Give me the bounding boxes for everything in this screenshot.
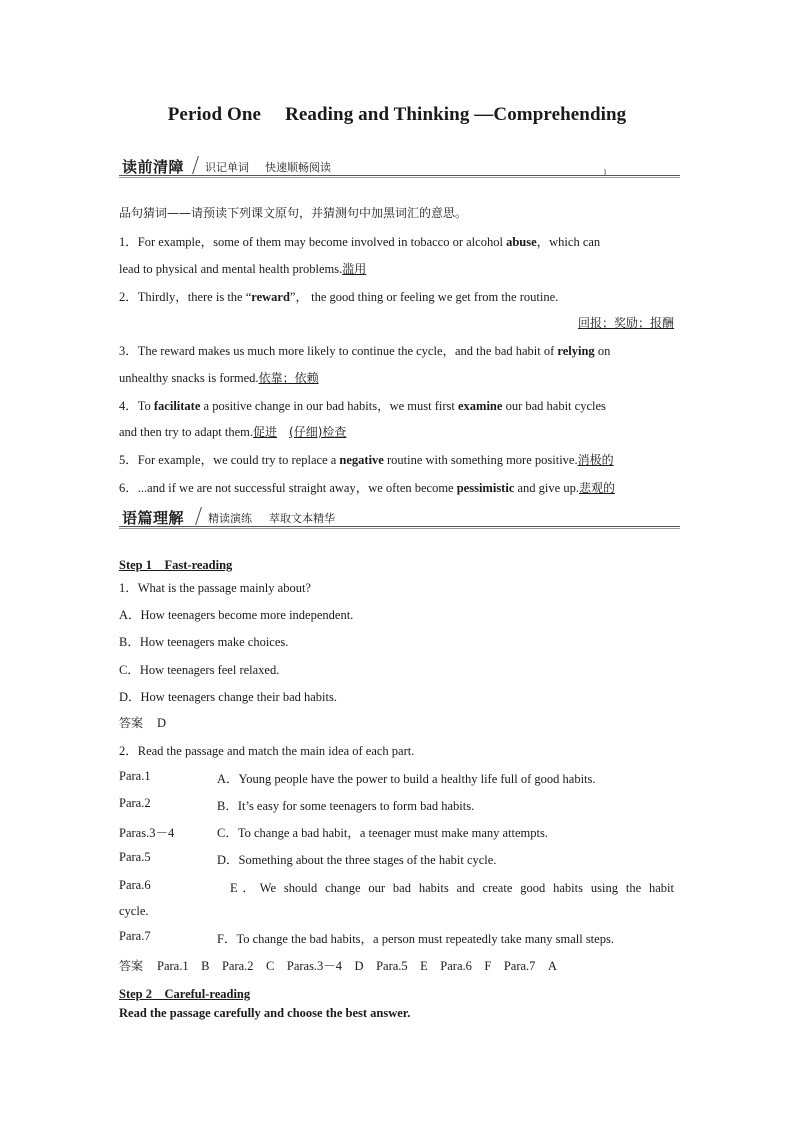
match-para: Para.7	[119, 929, 151, 943]
match-para: Para.1	[119, 769, 151, 783]
instruction-text: 品句猜词——请预读下列课文原句，并猜测句中加黑词汇的意思。	[119, 206, 468, 220]
sentence-1-cont: lead to physical and mental health problems.滥用	[119, 262, 367, 276]
answer: (仔细)检查	[289, 425, 347, 439]
target-word: facilitate	[153, 399, 201, 413]
match-para: Para.6	[119, 878, 151, 892]
question-2: 2．Read the passage and match the main idea of each part.	[119, 744, 415, 758]
sentence-4: 4．To facilitate a positive change in our bad habits，we must first examine our bad habit cycles	[119, 399, 606, 413]
match-para: Para.5	[119, 850, 151, 864]
option-c: C．How teenagers feel relaxed.	[119, 663, 280, 677]
target-word: examine	[458, 399, 503, 413]
sentence-1: 1．For example，some of them may become involved in tobacco or alcohol abuse，which can	[119, 235, 601, 249]
slash-divider	[192, 156, 200, 174]
section-sub-2: 快速顺畅阅读	[265, 161, 331, 174]
question-1: 1．What is the passage mainly about?	[119, 581, 311, 595]
wave-icon: ⌇	[603, 169, 608, 179]
divider-line-2	[119, 528, 680, 529]
answer: 消极的	[577, 453, 614, 467]
answer: 滥用	[342, 262, 367, 276]
match-idea: C．To change a bad habit，a teenager must make many attempts.	[217, 826, 548, 840]
option-a: A．How teenagers become more independent.	[119, 608, 354, 622]
answer: 依靠；依赖	[258, 371, 319, 385]
section-header-comprehension	[119, 507, 680, 529]
answer: 回报；奖励；报酬	[577, 316, 674, 330]
sentence-5: 5．For example，we could try to replace a negative routine with something more positive.消极的	[119, 453, 614, 467]
section-label: 读前清障	[122, 158, 185, 176]
match-idea: D．Something about the three stages of the habit cycle.	[217, 853, 497, 867]
target-word: relying	[557, 344, 595, 358]
step-2-heading: Step 2 Careful-reading	[119, 987, 251, 1001]
section-label: 语篇理解	[122, 509, 185, 527]
sentence-2: 2．Thirdly，there is the “reward”， the good thing or feeling we get from the routine.	[119, 290, 559, 304]
answer-1: 答案 D	[119, 716, 167, 730]
answer-2: 答案 Para.1 B Para.2 C Paras.3－4 D Para.5 E Para.6 F Para.7 A	[119, 959, 557, 973]
step-2-instruction: Read the passage carefully and choose the best answer.	[119, 1006, 411, 1020]
match-idea: E．We should change our bad habits and create good habits using the habit	[230, 881, 674, 895]
divider-line	[119, 526, 680, 527]
section-sub-1: 精读演练	[208, 512, 252, 525]
target-word: pessimistic	[456, 481, 515, 495]
match-para: Para.2	[119, 796, 151, 810]
match-idea: B．It’s easy for some teenagers to form bad habits.	[217, 799, 475, 813]
sentence-3-cont: unhealthy snacks is formed.依靠；依赖	[119, 371, 319, 385]
match-idea-cont: cycle.	[119, 904, 149, 918]
target-word: reward	[251, 290, 290, 304]
match-idea: F．To change the bad habits，a person must repeatedly take many small steps.	[217, 932, 614, 946]
target-word: abuse	[506, 235, 537, 249]
option-b: B．How teenagers make choices.	[119, 635, 289, 649]
page-title: Period One Reading and Thinking —Comprehending	[167, 104, 627, 125]
target-word: negative	[339, 453, 384, 467]
step-1-heading: Step 1 Fast-reading	[119, 558, 233, 572]
answer: 悲观的	[578, 481, 615, 495]
answer: 促进	[253, 425, 278, 439]
section-header-pre-reading	[119, 156, 680, 178]
sentence-3: 3．The reward makes us much more likely to continue the cycle，and the bad habit of relying on	[119, 344, 611, 358]
divider-line	[119, 175, 680, 176]
option-d: D．How teenagers change their bad habits.	[119, 690, 337, 704]
slash-divider	[195, 507, 203, 525]
sentence-4-cont: and then try to adapt them.促进 (仔细)检查	[119, 425, 347, 439]
section-sub-1: 识记单词	[205, 161, 249, 174]
section-sub-2: 萃取文本精华	[269, 512, 335, 525]
match-para: Paras.3－4	[119, 826, 175, 840]
match-idea: A．Young people have the power to build a healthy life full of good habits.	[217, 772, 596, 786]
sentence-6: 6．...and if we are not successful straight away，we often become pessimistic and give up.悲观的	[119, 481, 615, 495]
divider-line-2	[119, 177, 680, 178]
